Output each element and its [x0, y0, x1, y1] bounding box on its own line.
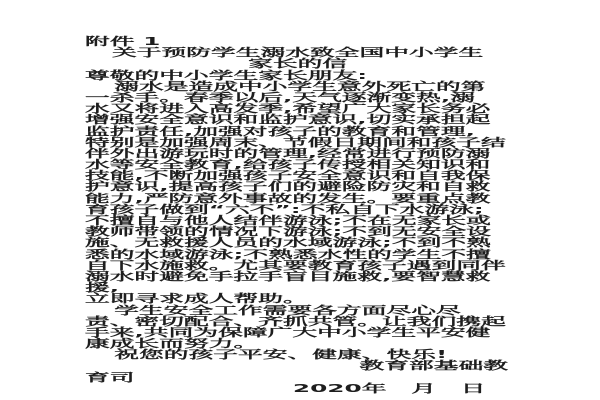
- body-line: 教师带领的情况下游泳;不到无安全设: [85, 225, 491, 239]
- signature-line2: 育司: [85, 370, 135, 384]
- body-line: 自下水施救。尤其要教育孩子遇到同伴: [85, 258, 506, 272]
- body-line: 伴外出游玩时的管理,经常进行预防溺: [85, 146, 491, 160]
- body-line: 技能,不断加强孩子安全意识和自我保: [85, 169, 491, 183]
- body-line: 溺水是造成中小学生意外死亡的第: [114, 79, 486, 93]
- letter-text-block: [85, 36, 510, 394]
- body-line: 施、无救援人员的水域游泳;不到不熟: [85, 236, 491, 250]
- body-line: 增强安全意识和监护意识,切实承担起: [85, 113, 491, 127]
- body-line: 育孩子做到“六不”:不私自下水游泳;: [85, 202, 484, 216]
- body-line: 能力,严防意外事故的发生。要重点教: [85, 191, 491, 205]
- body-line: 立即寻求成人帮助。: [85, 292, 308, 306]
- date-line: 2020年 月 日: [292, 381, 486, 395]
- body-line: 责、密切配合、齐抓共管。让我们携起: [85, 314, 506, 328]
- body-line: 不擅自与他人结伴游泳;不在无家长或: [85, 214, 491, 227]
- salutation: 尊敬的中小学生家长朋友:: [85, 68, 368, 82]
- body-line: 援,: [85, 281, 120, 295]
- body-line: 水等安全教育,给孩子传授相关知识和: [85, 158, 491, 172]
- signature-line1: 教育部基础教: [359, 359, 508, 373]
- body-line: 手来,共同为保障广大中小学生平安健: [85, 325, 491, 339]
- body-line: 学生安全工作需要各方面尽心尽: [114, 303, 461, 317]
- attachment-label: 附件 1: [85, 35, 161, 48]
- body-line: 水又将进入高发季,希望广大家长务必: [85, 102, 491, 116]
- letter-title-line2: 家长的信: [248, 57, 348, 71]
- body-line: 一杀手。春季以后,天气逐渐变热,溺: [85, 90, 476, 104]
- body-line: 特别是加强周末、节假日期间和孩子结: [85, 135, 506, 149]
- letter-title-line1: 关于预防学生溺水致全国中小学生: [112, 46, 484, 60]
- body-line: 悉的水域游泳;不熟悉水性的学生不擅: [85, 247, 491, 261]
- wish-line: 祝您的孩子平安、健康、快乐!: [114, 348, 448, 362]
- body-line: 监护责任,加强对孩子的教育和管理,: [85, 124, 476, 138]
- body-line: 康成长而努力。: [85, 337, 259, 351]
- body-line: 溺水时避免手拉手盲目施救,要智慧救: [85, 269, 491, 283]
- body-line: 护意识,提高孩子们的避险防灾和自救: [85, 180, 491, 194]
